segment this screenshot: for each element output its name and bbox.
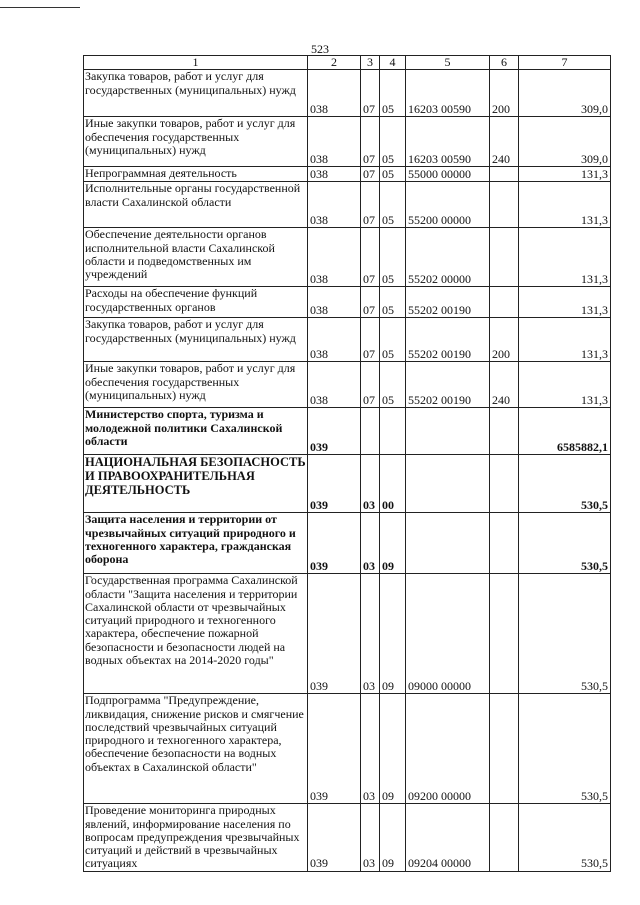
cell-admin-code: 038 <box>308 228 361 287</box>
cell-target-article: 55000 00000 <box>406 167 490 182</box>
cell-amount: 6585882,1 <box>519 408 611 455</box>
cell-section: 07 <box>361 287 380 318</box>
cell-subsection: 09 <box>380 574 406 694</box>
budget-table <box>83 55 611 872</box>
table-header-row <box>84 56 611 70</box>
cell-subsection: 05 <box>380 287 406 318</box>
cell-admin-code: 038 <box>308 287 361 318</box>
cell-target-article <box>406 513 490 574</box>
table-row <box>84 574 611 694</box>
cell-admin-code: 038 <box>308 362 361 408</box>
cell-amount: 530,5 <box>519 513 611 574</box>
table-row <box>84 318 611 362</box>
cell-target-article: 55200 00000 <box>406 182 490 228</box>
cell-expense-type <box>490 228 519 287</box>
cell-name: Проведение мониторинга природных явлений, информирование населения по вопросам предупреждения чрезвычайных ситуаций и действий в чрезвычайных ситуациях <box>84 804 308 871</box>
cell-subsection: 05 <box>380 362 406 408</box>
cell-amount: 131,3 <box>519 182 611 228</box>
cell-expense-type <box>490 574 519 694</box>
header-col-4: 4 <box>380 56 406 70</box>
table-row <box>84 287 611 318</box>
cell-section <box>361 408 380 455</box>
cell-name: Закупка товаров, работ и услуг для государственных (муниципальных) нужд <box>84 318 308 362</box>
cell-amount: 309,0 <box>519 70 611 117</box>
table-row <box>84 167 611 182</box>
cell-admin-code: 039 <box>308 408 361 455</box>
cell-subsection: 00 <box>380 455 406 513</box>
cell-admin-code: 039 <box>308 574 361 694</box>
top-rule-line <box>0 7 80 8</box>
cell-amount: 131,3 <box>519 167 611 182</box>
cell-expense-type <box>490 287 519 318</box>
table-row <box>84 362 611 408</box>
cell-amount: 131,3 <box>519 362 611 408</box>
cell-amount: 131,3 <box>519 228 611 287</box>
cell-expense-type <box>490 513 519 574</box>
cell-amount: 530,5 <box>519 455 611 513</box>
cell-subsection: 09 <box>380 804 406 871</box>
header-col-1: 1 <box>84 56 308 70</box>
cell-section: 03 <box>361 694 380 804</box>
cell-name: Обеспечение деятельности органов исполнительной власти Сахалинской области и подведомственных им учреждений <box>84 228 308 287</box>
cell-expense-type <box>490 455 519 513</box>
cell-subsection: 05 <box>380 70 406 117</box>
cell-name: Исполнительные органы государственной власти Сахалинской области <box>84 182 308 228</box>
cell-section: 03 <box>361 804 380 871</box>
table-row <box>84 182 611 228</box>
cell-expense-type: 200 <box>490 70 519 117</box>
cell-subsection <box>380 408 406 455</box>
cell-expense-type <box>490 182 519 228</box>
cell-target-article <box>406 455 490 513</box>
cell-name: Подпрограмма "Предупреждение, ликвидация, снижение рисков и смягчение последствий чрезвычайных ситуаций природного и техногенного характера, обеспечение безопасности на водных объектах в Сахалинской области" <box>84 694 308 804</box>
cell-target-article: 55202 00190 <box>406 318 490 362</box>
cell-admin-code: 038 <box>308 167 361 182</box>
cell-section: 07 <box>361 228 380 287</box>
cell-amount: 309,0 <box>519 117 611 167</box>
cell-section: 07 <box>361 70 380 117</box>
cell-expense-type: 240 <box>490 362 519 408</box>
table-row <box>84 117 611 167</box>
table-row <box>84 228 611 287</box>
cell-amount: 530,5 <box>519 694 611 804</box>
table-row <box>84 513 611 574</box>
cell-target-article <box>406 408 490 455</box>
table-row <box>84 455 611 513</box>
table-row <box>84 804 611 871</box>
header-col-7: 7 <box>519 56 611 70</box>
cell-subsection: 05 <box>380 182 406 228</box>
cell-subsection: 05 <box>380 167 406 182</box>
cell-section: 03 <box>361 574 380 694</box>
cell-admin-code: 038 <box>308 70 361 117</box>
table-row <box>84 70 611 117</box>
cell-admin-code: 038 <box>308 117 361 167</box>
cell-amount: 131,3 <box>519 287 611 318</box>
cell-amount: 131,3 <box>519 318 611 362</box>
cell-name: Закупка товаров, работ и услуг для государственных (муниципальных) нужд <box>84 70 308 117</box>
cell-admin-code: 039 <box>308 804 361 871</box>
cell-name: Расходы на обеспечение функций государственных органов <box>84 287 308 318</box>
cell-expense-type: 240 <box>490 117 519 167</box>
cell-amount: 530,5 <box>519 804 611 871</box>
cell-expense-type <box>490 408 519 455</box>
cell-name: Иные закупки товаров, работ и услуг для обеспечения государственных (муниципальных) нужд <box>84 117 308 167</box>
cell-admin-code: 039 <box>308 513 361 574</box>
cell-admin-code: 038 <box>308 318 361 362</box>
cell-expense-type <box>490 804 519 871</box>
cell-subsection: 09 <box>380 513 406 574</box>
cell-target-article: 09000 00000 <box>406 574 490 694</box>
cell-target-article: 09204 00000 <box>406 804 490 871</box>
cell-subsection: 05 <box>380 318 406 362</box>
cell-name: Министерство спорта, туризма и молодежной политики Сахалинской области <box>84 408 308 455</box>
cell-admin-code: 038 <box>308 182 361 228</box>
header-col-2: 2 <box>308 56 361 70</box>
cell-section: 07 <box>361 182 380 228</box>
cell-admin-code: 039 <box>308 455 361 513</box>
cell-subsection: 05 <box>380 228 406 287</box>
cell-name: Иные закупки товаров, работ и услуг для обеспечения государственных (муниципальных) нужд <box>84 362 308 408</box>
table-body <box>84 70 611 871</box>
cell-name: Государственная программа Сахалинской области "Защита населения и территории Сахалинской области от чрезвычайных ситуаций природного и техногенного характера, обеспечение пожарной безопасности и безопасности людей на водных объектах на 2014-2020 годы" <box>84 574 308 694</box>
cell-target-article: 55202 00190 <box>406 362 490 408</box>
cell-subsection: 09 <box>380 694 406 804</box>
cell-section: 03 <box>361 455 380 513</box>
cell-amount: 530,5 <box>519 574 611 694</box>
cell-target-article: 55202 00190 <box>406 287 490 318</box>
cell-section: 07 <box>361 117 380 167</box>
cell-subsection: 05 <box>380 117 406 167</box>
cell-name: НАЦИОНАЛЬНАЯ БЕЗОПАСНОСТЬ И ПРАВООХРАНИТЕЛЬНАЯ ДЕЯТЕЛЬНОСТЬ <box>84 455 308 513</box>
cell-expense-type <box>490 167 519 182</box>
header-col-6: 6 <box>490 56 519 70</box>
table-row <box>84 408 611 455</box>
cell-name: Защита населения и территории от чрезвычайных ситуаций природного и техногенного характера, гражданская оборона <box>84 513 308 574</box>
cell-section: 07 <box>361 362 380 408</box>
cell-target-article: 16203 00590 <box>406 117 490 167</box>
table-row <box>84 694 611 804</box>
header-col-3: 3 <box>361 56 380 70</box>
cell-target-article: 09200 00000 <box>406 694 490 804</box>
page-number: 523 <box>311 42 329 56</box>
cell-target-article: 55202 00000 <box>406 228 490 287</box>
cell-admin-code: 039 <box>308 694 361 804</box>
cell-expense-type: 200 <box>490 318 519 362</box>
cell-name: Непрограммная деятельность <box>84 167 308 182</box>
header-col-5: 5 <box>406 56 490 70</box>
cell-expense-type <box>490 694 519 804</box>
cell-section: 07 <box>361 318 380 362</box>
cell-target-article: 16203 00590 <box>406 70 490 117</box>
cell-section: 07 <box>361 167 380 182</box>
cell-section: 03 <box>361 513 380 574</box>
